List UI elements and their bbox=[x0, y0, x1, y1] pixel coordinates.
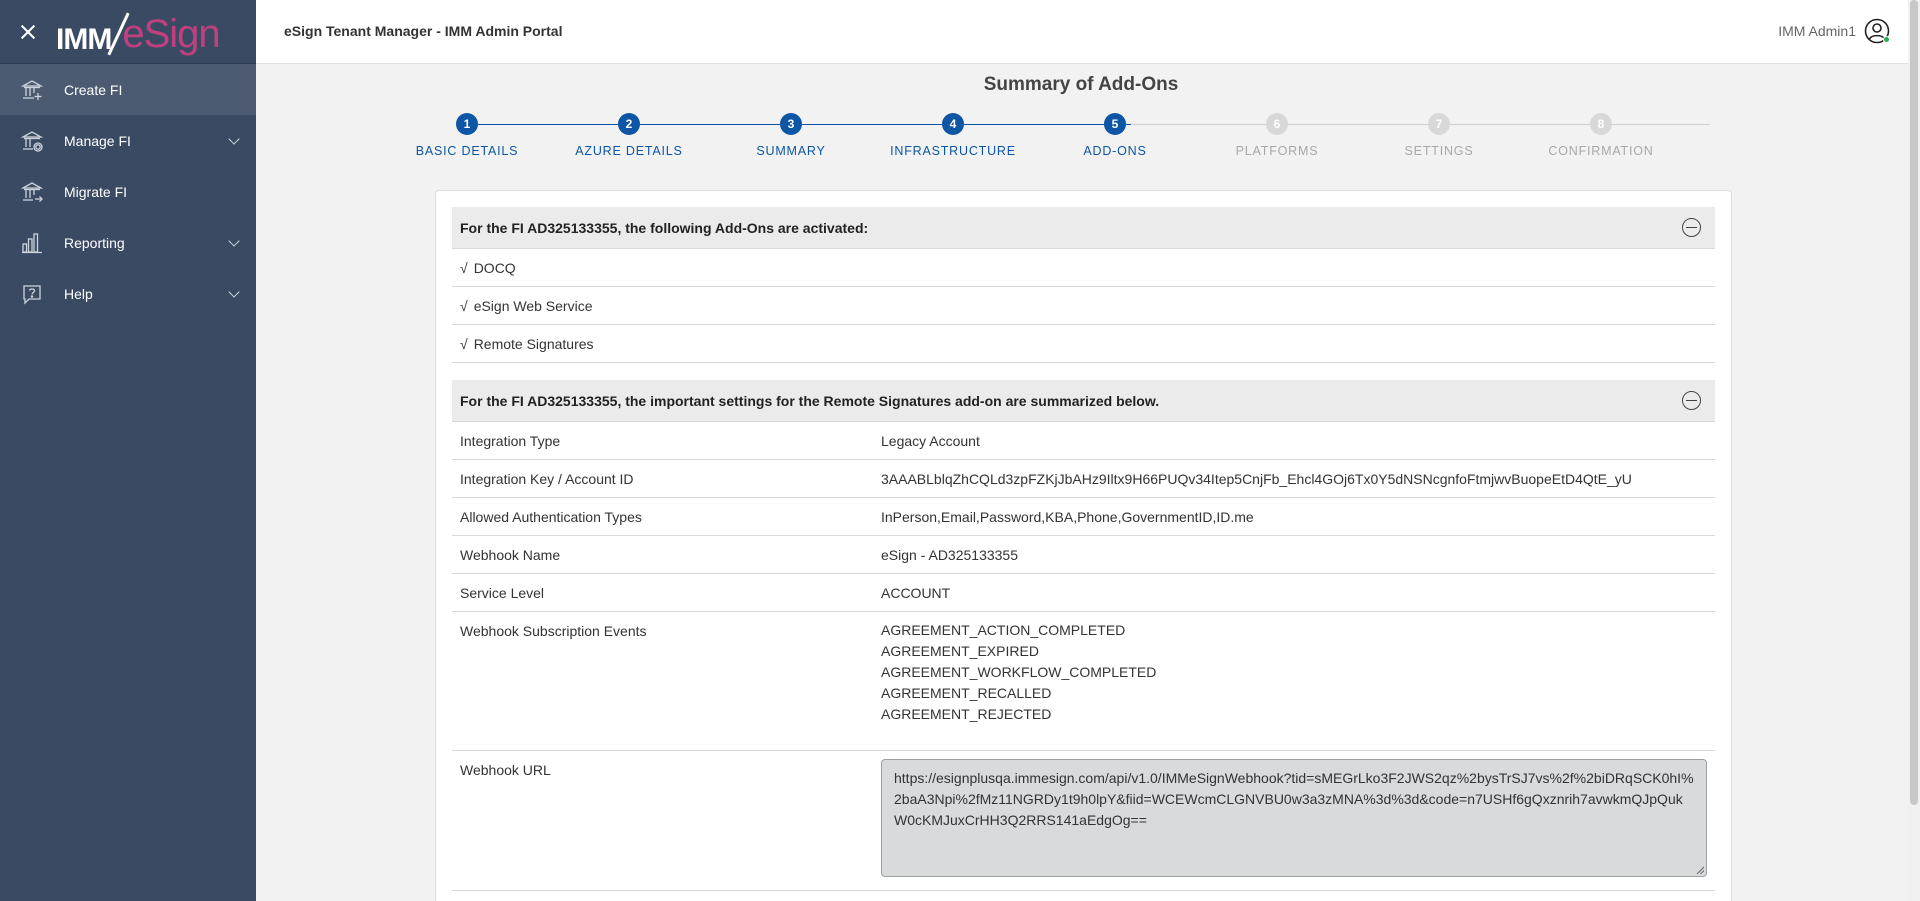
collapse-icon[interactable] bbox=[1682, 218, 1701, 237]
setting-key: Webhook Subscription Events bbox=[460, 623, 647, 639]
setting-key: Service Level bbox=[460, 585, 545, 601]
setting-key: Webhook Name bbox=[460, 547, 561, 563]
step-number: 4 bbox=[942, 113, 964, 135]
sidebar-item-label: Create FI bbox=[64, 81, 123, 98]
step-label: ADD-ONS bbox=[1083, 144, 1147, 158]
setting-key: Allowed Authentication Types bbox=[460, 509, 642, 525]
user-avatar-icon[interactable] bbox=[1864, 18, 1890, 44]
setting-key: Integration Type bbox=[460, 433, 561, 449]
chevron-down-icon bbox=[228, 286, 239, 297]
event-item: AGREEMENT_WORKFLOW_COMPLETED bbox=[881, 664, 1157, 680]
scrollbar-track[interactable] bbox=[1908, 0, 1920, 901]
sidebar bbox=[0, 0, 256, 901]
sidebar-item-create-fi[interactable] bbox=[0, 64, 256, 115]
event-item: AGREEMENT_RECALLED bbox=[881, 685, 1052, 701]
bank-gear-icon bbox=[20, 129, 44, 153]
setting-value: eSign - AD325133355 bbox=[881, 547, 1018, 563]
addons-section-header bbox=[452, 207, 1715, 249]
step-azure-details[interactable] bbox=[554, 113, 704, 158]
step-label: BASIC DETAILS bbox=[415, 144, 519, 158]
summary-card bbox=[435, 190, 1732, 901]
step-number: 7 bbox=[1428, 113, 1450, 135]
sidebar-header bbox=[0, 0, 256, 64]
settings-row bbox=[452, 536, 1715, 574]
stepper bbox=[415, 113, 1710, 168]
webhook-url-text: https://esignplusqa.immesign.com/api/v1.0/IMMeSignWebhook?tid=sMEGrLko3F2JWS2qz%2bysTrSJ7vs%2f%2biDRqSCK0hI%2baA3Npi%2fMz11NGRDy1t9h0lpY&fiid=WCEWcmCLGNVBU0w3a3zMNA%3d%3d&code=n7USHf6gQxznrih7avwkmQJpQukW0cKMJuxCrHH3Q2RRS141aEdgOg== bbox=[894, 770, 1694, 828]
step-label: SUMMARY bbox=[756, 144, 826, 158]
settings-row bbox=[452, 498, 1715, 536]
remote-signatures-section-header bbox=[452, 380, 1715, 422]
step-confirmation bbox=[1526, 113, 1676, 158]
user-name: IMM Admin1 bbox=[1778, 23, 1856, 39]
setting-value: 3AAABLblqZhCQLd3zpFZKjJbAHz9Iltx9H66PUQv34Itep5CnjFb_Ehcl4GOj6Tx0Y5dNSNcgnfoFtmjwvBuopeEtD4QtE_yU bbox=[881, 471, 1632, 487]
step-label: PLATFORMS bbox=[1235, 144, 1319, 158]
resize-handle-icon[interactable] bbox=[1696, 866, 1704, 874]
page-title: Summary of Add-Ons bbox=[983, 74, 1179, 95]
step-number: 3 bbox=[780, 113, 802, 135]
setting-value: Legacy Account bbox=[881, 433, 980, 449]
step-basic-details[interactable] bbox=[392, 113, 542, 158]
addon-label: DOCQ bbox=[473, 259, 516, 276]
sidebar-item-migrate-fi[interactable] bbox=[0, 166, 256, 217]
step-number: 8 bbox=[1590, 113, 1612, 135]
settings-row bbox=[452, 460, 1715, 498]
check-icon: √ bbox=[460, 335, 468, 352]
chevron-down-icon bbox=[228, 133, 239, 144]
step-label: INFRASTRUCTURE bbox=[890, 144, 1016, 158]
webhook-url-textarea[interactable] bbox=[881, 759, 1707, 877]
step-label: CONFIRMATION bbox=[1548, 144, 1654, 158]
user-menu[interactable] bbox=[1778, 18, 1890, 44]
addon-item bbox=[452, 287, 1715, 325]
check-icon: √ bbox=[460, 297, 468, 314]
app-title: eSign Tenant Manager - IMM Admin Portal bbox=[284, 23, 563, 39]
settings-row bbox=[452, 574, 1715, 612]
bank-arrow-icon bbox=[20, 180, 44, 204]
step-infrastructure[interactable] bbox=[878, 113, 1028, 158]
close-icon[interactable] bbox=[18, 22, 38, 42]
check-icon: √ bbox=[460, 259, 468, 276]
sidebar-item-label: Manage FI bbox=[64, 132, 131, 149]
step-summary[interactable] bbox=[716, 113, 866, 158]
chevron-down-icon bbox=[228, 235, 239, 246]
addon-item bbox=[452, 325, 1715, 363]
step-number: 1 bbox=[456, 113, 478, 135]
bar-chart-icon bbox=[20, 231, 44, 255]
sidebar-item-help[interactable] bbox=[0, 268, 256, 319]
topbar bbox=[256, 0, 1920, 64]
addons-section-heading: For the FI AD325133355, the following Add-Ons are activated: bbox=[460, 219, 869, 236]
step-label: SETTINGS bbox=[1404, 144, 1474, 158]
settings-row-events bbox=[452, 612, 1715, 751]
remote-signatures-section-heading: For the FI AD325133355, the important settings for the Remote Signatures add-on are summarized below. bbox=[460, 392, 1160, 409]
step-label: AZURE DETAILS bbox=[575, 144, 683, 158]
logo-imm-text: IMM bbox=[56, 22, 112, 56]
setting-value: ACCOUNT bbox=[881, 585, 951, 601]
sidebar-item-label: Reporting bbox=[64, 234, 125, 251]
main-content bbox=[256, 64, 1906, 901]
logo-esign-text: eSign bbox=[122, 11, 220, 56]
sidebar-item-manage-fi[interactable] bbox=[0, 115, 256, 166]
events-list bbox=[881, 620, 1156, 725]
collapse-icon[interactable] bbox=[1682, 391, 1701, 410]
setting-key: Webhook URL bbox=[460, 762, 551, 778]
settings-row bbox=[452, 422, 1715, 460]
setting-key: Integration Key / Account ID bbox=[460, 471, 634, 487]
setting-value: InPerson,Email,Password,KBA,Phone,GovernmentID,ID.me bbox=[881, 509, 1254, 525]
step-number: 6 bbox=[1266, 113, 1288, 135]
step-platforms bbox=[1202, 113, 1352, 158]
addon-label: eSign Web Service bbox=[473, 297, 593, 314]
online-status-dot bbox=[1883, 36, 1890, 43]
addon-item bbox=[452, 249, 1715, 287]
bank-plus-icon bbox=[20, 78, 44, 102]
event-item: AGREEMENT_ACTION_COMPLETED bbox=[881, 622, 1126, 638]
logo bbox=[56, 7, 220, 57]
sidebar-item-label: Help bbox=[64, 285, 93, 302]
stepper-line bbox=[1131, 124, 1710, 125]
help-icon bbox=[20, 282, 44, 306]
step-settings bbox=[1364, 113, 1514, 158]
sidebar-item-label: Migrate FI bbox=[64, 183, 128, 200]
scrollbar-thumb[interactable] bbox=[1910, 0, 1918, 805]
sidebar-item-reporting[interactable] bbox=[0, 217, 256, 268]
step-number: 2 bbox=[618, 113, 640, 135]
step-add-ons[interactable] bbox=[1040, 113, 1190, 158]
step-number: 5 bbox=[1104, 113, 1126, 135]
event-item: AGREEMENT_REJECTED bbox=[881, 706, 1052, 722]
addon-label: Remote Signatures bbox=[473, 335, 594, 352]
settings-row-url bbox=[452, 751, 1715, 891]
event-item: AGREEMENT_EXPIRED bbox=[881, 643, 1039, 659]
